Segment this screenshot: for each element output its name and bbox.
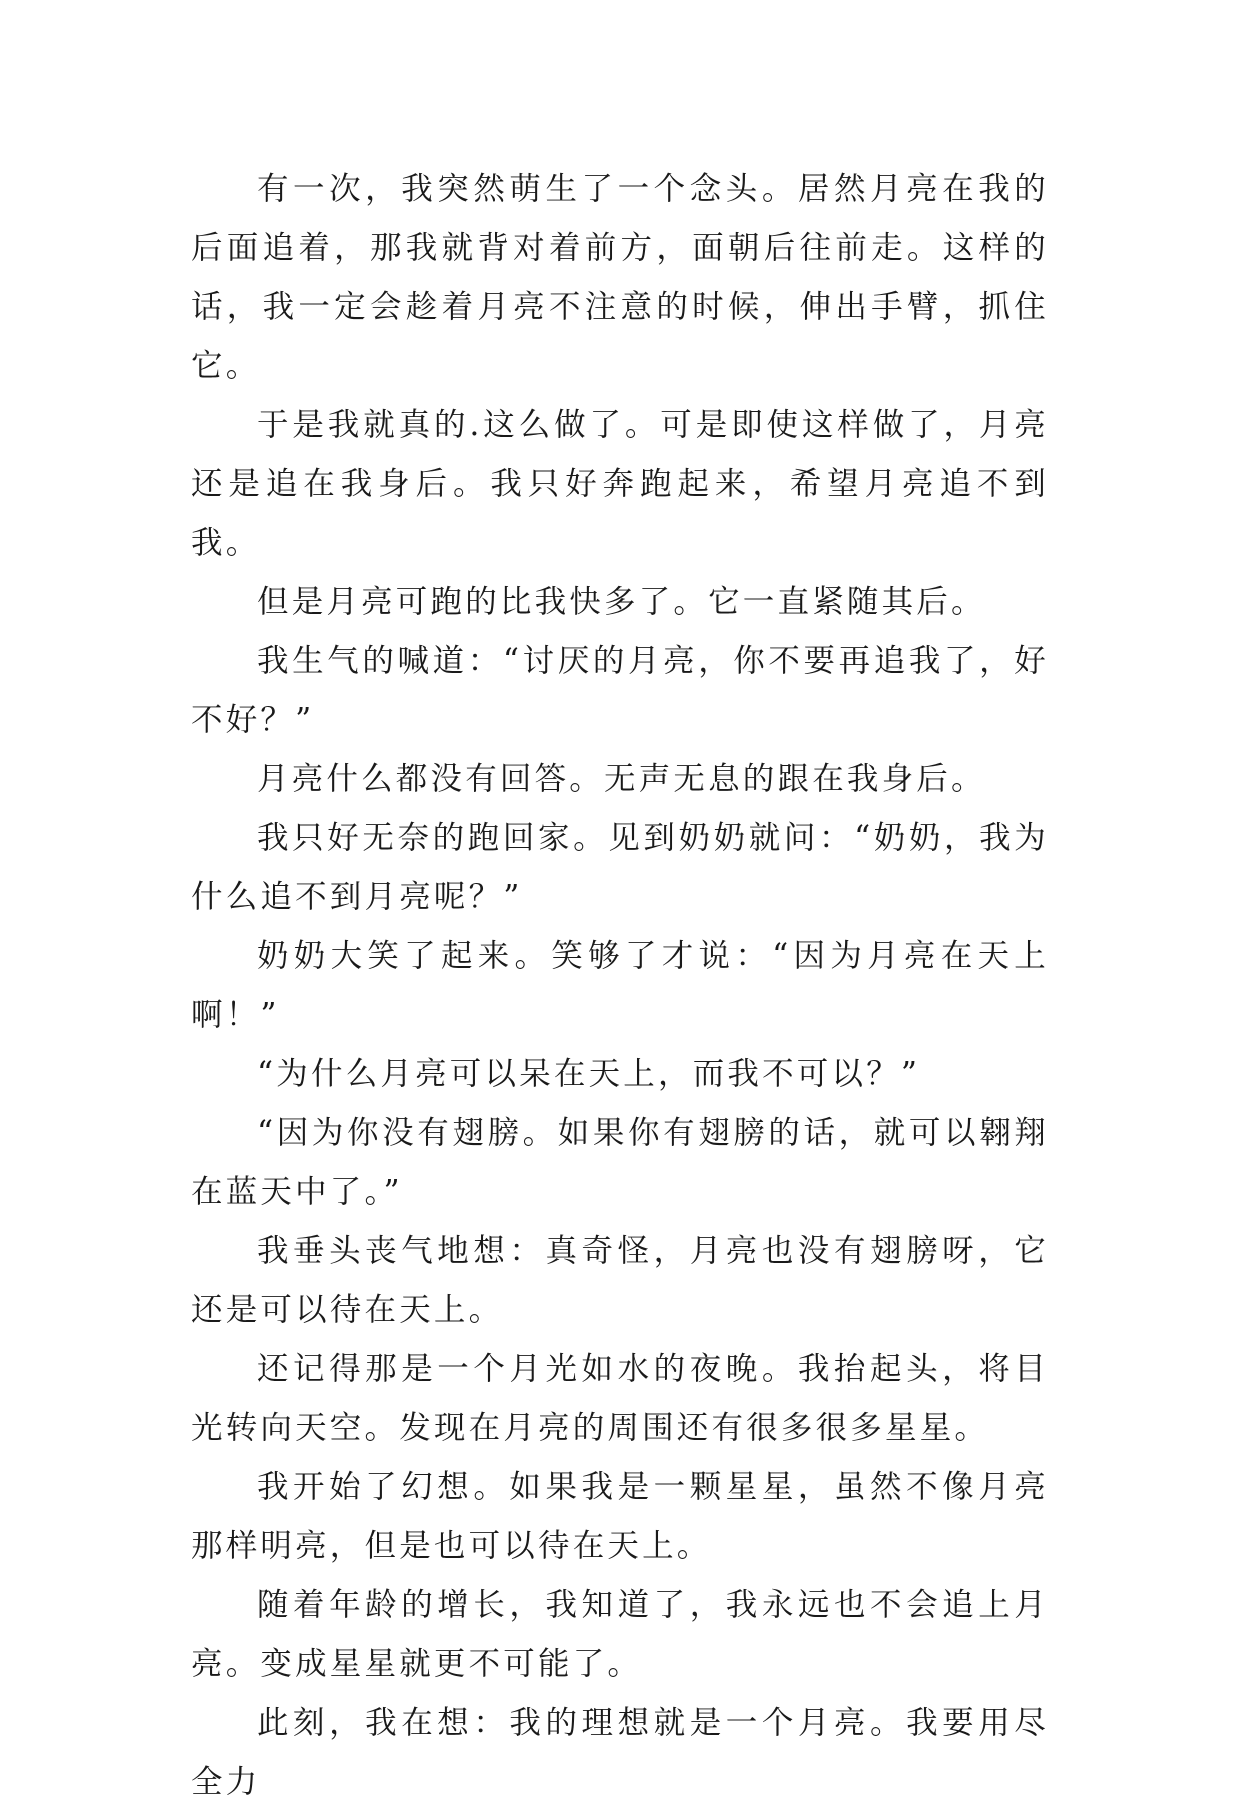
- paragraph: 月亮什么都没有回答。无声无息的跟在我身后。: [257, 761, 986, 797]
- paragraph: 我只好无奈的跑回家。见到奶奶就问：“奶奶，我为什么追不到月亮呢？”: [191, 820, 1049, 915]
- paragraph: 我垂头丧气地想：真奇怪，月亮也没有翅膀呀，它还是可以待在天上。: [191, 1233, 1049, 1328]
- paragraph: 有一次，我突然萌生了一个念头。居然月亮在我的后面追着，那我就背对着前方，面朝后往前走。这样的话，我一定会趁着月亮不注意的时候，伸出手臂，抓住它。: [191, 171, 1049, 384]
- paragraph: 我生气的喊道：“讨厌的月亮，你不要再追我了，好不好？”: [191, 643, 1049, 738]
- paragraph: 还记得那是一个月光如水的夜晚。我抬起头，将目光转向天空。发现在月亮的周围还有很多很多星星。: [191, 1351, 1049, 1446]
- paragraph: “因为你没有翅膀。如果你有翅膀的话，就可以翱翔在蓝天中了。”: [191, 1115, 1049, 1210]
- document-body: [191, 160, 1049, 1812]
- paragraph: 奶奶大笑了起来。笑够了才说：“因为月亮在天上啊！”: [191, 938, 1049, 1033]
- paragraph: “为什么月亮可以呆在天上，而我不可以？”: [257, 1056, 921, 1092]
- paragraph: 随着年龄的增长，我知道了，我永远也不会追上月亮。变成星星就更不可能了。: [191, 1587, 1049, 1682]
- paragraph: 但是月亮可跑的比我快多了。它一直紧随其后。: [257, 584, 986, 620]
- paragraph: 此刻，我在想：我的理想就是一个月亮。我要用尽全力: [191, 1705, 1049, 1800]
- paragraph: 于是我就真的.这么做了。可是即使这样做了，月亮还是追在我身后。我只好奔跑起来，希望月亮追不到我。: [191, 407, 1049, 561]
- paragraph: 我开始了幻想。如果我是一颗星星，虽然不像月亮那样明亮，但是也可以待在天上。: [191, 1469, 1049, 1564]
